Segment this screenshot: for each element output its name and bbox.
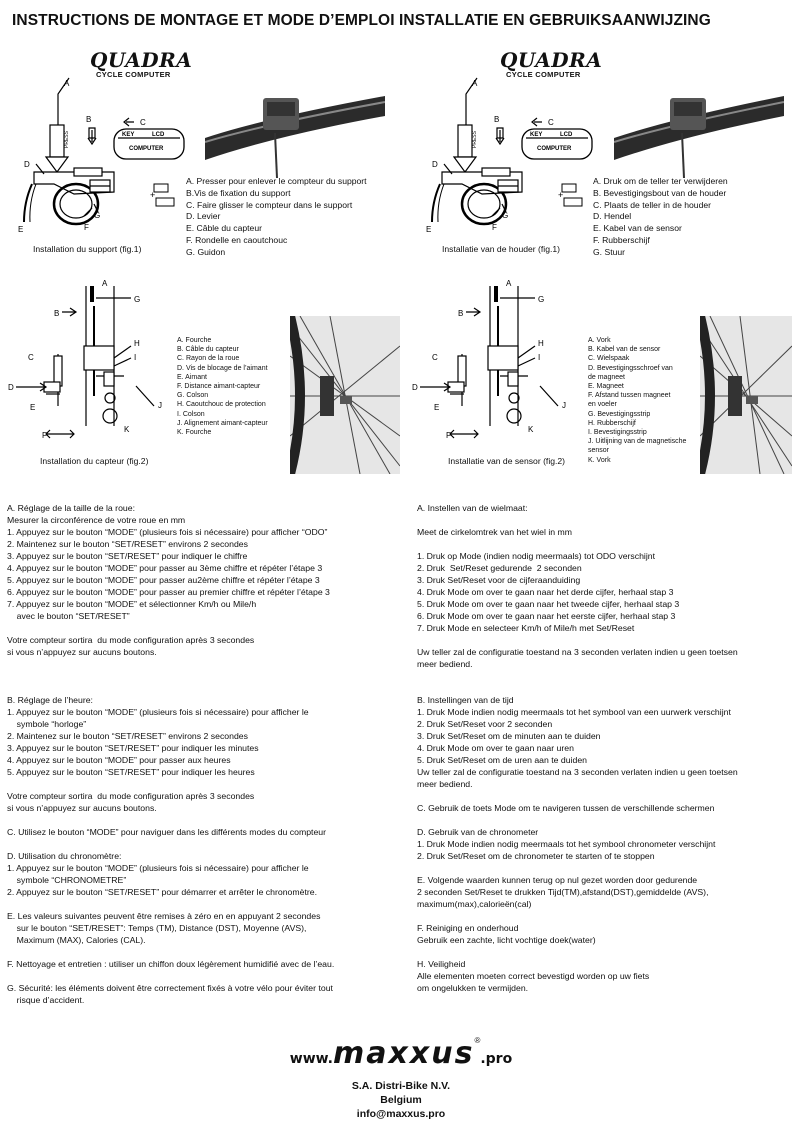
fig1-photo	[205, 78, 385, 178]
instruction-line: H. Veiligheid	[417, 959, 466, 969]
label-b: B	[458, 309, 464, 318]
instruction-line	[417, 538, 738, 550]
label-f: F	[42, 431, 47, 440]
label-d: D	[8, 383, 14, 392]
instruction-line	[417, 670, 738, 682]
instruction-line	[417, 634, 738, 646]
label-a: A	[102, 279, 108, 288]
device-press: PRESS	[472, 131, 478, 148]
instruction-line: Votre compteur sortira du mode configuration après 3 secondes	[7, 635, 255, 645]
instruction-line: A. Réglage de la taille de la roue:	[7, 503, 135, 513]
instruction-line: Votre compteur sortira du mode configuration après 3 secondes	[7, 791, 255, 801]
instruction-line: risque d’accident.	[7, 995, 85, 1005]
instruction-line: B. Instellingen van de tijd	[417, 695, 514, 705]
fig2-photo	[290, 316, 400, 474]
instruction-line: G. Sécurité: les éléments doivent être correctement fixés à votre vélo pour éviter tout	[7, 983, 333, 993]
legend-item: A. Vork	[588, 337, 611, 344]
fig1-photo-nl	[614, 78, 784, 178]
label-i: I	[134, 353, 137, 362]
instruction-line	[7, 838, 334, 850]
instruction-line	[7, 970, 334, 982]
logo-brand: QUADRA	[90, 48, 193, 72]
label-a: A	[472, 79, 478, 88]
instruction-line	[7, 778, 334, 790]
instruction-line: si vous n’appuyez sur aucuns boutons.	[7, 803, 157, 813]
instruction-line: D. Utilisation du chronomètre:	[7, 851, 122, 861]
fig2-caption-fr: Installation du capteur (fig.2)	[40, 456, 149, 466]
fig2-sensor-diagram-nl	[410, 276, 580, 446]
instruction-line: 1. Druk Mode indien nodig meermaals tot het symbool van een uurwerk verschijnt	[417, 707, 731, 717]
instruction-line: avec le bouton “SET/RESET”	[7, 611, 130, 621]
instruction-line: meer bediend.	[417, 779, 473, 789]
instruction-line: 3. Appuyez sur le bouton “SET/RESET” pour indiquer les minutes	[7, 743, 259, 753]
logo-sub: CYCLE COMPUTER	[96, 70, 171, 79]
instruction-line	[7, 898, 334, 910]
footer-country: Belgium	[380, 1094, 422, 1106]
device-lcd: LCD	[560, 132, 573, 138]
logo-maxxus: maxxus	[333, 1036, 475, 1071]
legend-item: sensor	[588, 447, 610, 455]
legend-item: F. Rubberschijf	[593, 234, 650, 245]
label-e: E	[434, 403, 440, 412]
instruction-line: Mesurer la circonférence de votre roue en mm	[7, 515, 186, 525]
instruction-line: A. Instellen van de wielmaat:	[417, 503, 528, 513]
instruction-line: 2. Maintenez sur le bouton “SET/RESET” environs 2 secondes	[7, 539, 248, 549]
instruction-line	[7, 946, 334, 958]
instruction-line: E. Volgende waarden kunnen terug op nul gezet worden door gedurende	[417, 875, 698, 885]
legend-item: D. Vis de blocage de l’aimant	[177, 364, 268, 372]
legend-item: A. Fourche	[177, 337, 212, 344]
instruction-line: 2. Druk Set/Reset gedurende 2 seconden	[417, 563, 582, 573]
logo-tld: .pro	[480, 1051, 513, 1067]
legend-item: E. Magneet	[588, 383, 624, 391]
instruction-line	[7, 670, 334, 682]
legend-item: B.Vis de fixation du support	[186, 187, 291, 198]
instruction-line: maximum(max),calorieën(cal)	[417, 899, 532, 909]
instruction-line: si vous n’appuyez sur aucuns boutons.	[7, 647, 157, 657]
label-d: D	[24, 160, 30, 169]
device-lcd: LCD	[152, 132, 165, 138]
legend-item: G. Colson	[177, 392, 209, 400]
label-d: D	[412, 383, 418, 392]
legend-item: B. Kabel van de sensor	[588, 346, 661, 354]
label-c: C	[548, 118, 554, 127]
label-e: E	[426, 225, 432, 234]
label-d: D	[432, 160, 438, 169]
logo-sub: CYCLE COMPUTER	[506, 70, 581, 79]
label-f: F	[446, 431, 451, 440]
instruction-line: Uw teller zal de configuratie toestand na 3 seconden verlaten indien u geen toetsen	[417, 767, 738, 777]
instruction-line	[417, 682, 738, 694]
label-c: C	[432, 353, 438, 362]
legend-item: G. Bevestigingsstrip	[588, 410, 651, 418]
instructions-fr	[7, 502, 334, 1006]
instruction-line	[417, 910, 738, 922]
label-j: J	[562, 401, 566, 410]
instruction-line: symbole “CHRONOMETRE”	[7, 875, 127, 885]
legend-item: F. Distance aimant-capteur	[177, 383, 261, 391]
plus-icon: +	[558, 190, 564, 200]
legend-item: F. Afstand tussen magneet	[588, 392, 671, 400]
label-c: C	[28, 353, 34, 362]
legend-item: D. Bevestigingsschroef van	[588, 364, 673, 372]
instruction-line: 7. Druk Mode en selecteer Km/h of Mile/h met Set/Reset	[417, 623, 635, 633]
legend-item: H. Rubberschijf	[588, 419, 636, 427]
label-f: F	[492, 223, 497, 232]
instruction-line: F. Reiniging en onderhoud	[417, 923, 519, 933]
legend-item: I. Colson	[177, 410, 205, 418]
instruction-line: 1. Appuyez sur le bouton “MODE” (plusieurs fois si nécessaire) pour afficher “ODO”	[7, 527, 328, 537]
legend-item: K. Fourche	[177, 429, 212, 437]
instruction-line: 1. Druk Mode indien nodig meermaals tot het symbool chronometer verschijnt	[417, 839, 716, 849]
fig2-legend-nl	[588, 336, 686, 465]
label-k: K	[124, 425, 130, 434]
instruction-line	[7, 682, 334, 694]
legend-item: I. Bevestigingsstrip	[588, 429, 647, 437]
instruction-line: B. Réglage de l’heure:	[7, 695, 93, 705]
instruction-line: 4. Appuyez sur le bouton “MODE” pour passer aux heures	[7, 755, 231, 765]
instruction-line: 3. Druk Set/Reset om de minuten aan te duiden	[417, 731, 601, 741]
label-k: K	[528, 425, 534, 434]
label-f: F	[84, 223, 89, 232]
fig1-caption-nl: Installatie van de houder (fig.1)	[442, 244, 560, 254]
device-computer: COMPUTER	[129, 146, 164, 152]
fig1-legend-fr	[186, 176, 367, 259]
instruction-line: 6. Appuyez sur le bouton “MODE” pour passer au premier chiffre et répéter l’étape 3	[7, 587, 330, 597]
instruction-line: 4. Appuyez sur le bouton “MODE” pour passer au 3ème chiffre et répéter l’étape 3	[7, 563, 323, 573]
legend-item: C. Faire glisser le compteur dans le support	[186, 199, 353, 210]
instruction-line	[417, 790, 738, 802]
instruction-line: 2. Druk Set/Reset om de chronometer te starten of te stoppen	[417, 851, 655, 861]
instruction-line: 2. Maintenez sur le bouton “SET/RESET” environs 2 secondes	[7, 731, 248, 741]
instruction-line: 6. Druk Mode om over te gaan naar het eerste cijfer, herhaal stap 3	[417, 611, 676, 621]
label-g: G	[502, 211, 509, 220]
instruction-line: om ongelukken te vermijden.	[417, 983, 529, 993]
instruction-line: 5. Druk Mode om over te gaan naar het tweede cijfer, herhaal stap 3	[417, 599, 680, 609]
legend-item: K. Vork	[588, 456, 611, 464]
instruction-line	[7, 658, 334, 670]
instruction-line: sur le bouton “SET/RESET”: Temps (TM), Distance (DST), Moyenne (AVS),	[7, 923, 307, 933]
instruction-line	[7, 814, 334, 826]
fig1-mount-diagram	[14, 72, 204, 237]
fig2-sensor-diagram	[6, 276, 176, 446]
device-press: PRESS	[64, 131, 70, 148]
page-title: INSTRUCTIONS DE MONTAGE ET MODE D’EMPLOI INSTALLATIE EN GEBRUIKSAANWIJZING	[12, 12, 711, 29]
fig1-legend-nl	[593, 176, 728, 259]
device-key: KEY	[122, 132, 135, 138]
instruction-line: 2 seconden Set/Reset te drukken Tijd(TM),afstand(DST),gemiddelde (AVS),	[417, 887, 709, 897]
instruction-line: E. Les valeurs suivantes peuvent être remises à zéro en en appuyant 2 secondes	[7, 911, 321, 921]
device-key: KEY	[530, 132, 543, 138]
instruction-line	[417, 946, 738, 958]
instruction-line: Gebruik een zachte, licht vochtige doek(water)	[417, 935, 596, 945]
label-a: A	[506, 279, 512, 288]
legend-item: en voeler	[588, 401, 617, 409]
legend-item: G. Stuur	[593, 246, 625, 257]
instruction-line	[417, 814, 738, 826]
logo-www: www.	[289, 1051, 334, 1067]
instruction-line: 2. Druk Set/Reset voor 2 seconden	[417, 719, 553, 729]
instruction-line: F. Nettoyage et entretien : utiliser un chiffon doux légèrement humidifié avec de l’eau.	[7, 959, 335, 969]
instruction-line: 2. Appuyez sur le bouton “SET/RESET” pour démarrer et arrêter le chronomètre.	[7, 887, 317, 897]
label-b: B	[54, 309, 60, 318]
instruction-line: Uw teller zal de configuratie toestand na 3 seconden verlaten indien u geen toetsen	[417, 647, 738, 657]
instructions-nl	[417, 502, 738, 994]
label-g: G	[538, 295, 545, 304]
legend-item: J. Alignement aimant-capteur	[177, 419, 268, 427]
logo-brand: QUADRA	[500, 48, 603, 72]
instruction-line: 5. Appuyez sur le bouton “MODE” pour passer au2ème chiffre et répéter l’étape 3	[7, 575, 320, 585]
instruction-line: 1. Appuyez sur le bouton “MODE” (plusieurs fois si nécessaire) pour afficher le	[7, 707, 309, 717]
device-computer: COMPUTER	[537, 146, 572, 152]
label-g: G	[134, 295, 141, 304]
fig1-caption-fr: Installation du support (fig.1)	[33, 244, 142, 254]
instruction-line: C. Utilisez le bouton “MODE” pour naviguer dans les différents modes du compteur	[7, 827, 327, 837]
legend-item: A. Druk om de teller ter verwijderen	[593, 176, 728, 186]
instruction-line	[417, 862, 738, 874]
label-a: A	[64, 79, 70, 88]
legend-item: F. Rondelle en caoutchouc	[186, 234, 288, 245]
legend-item: de magneet	[588, 373, 625, 381]
legend-item: E. Kabel van de sensor	[593, 223, 682, 234]
legend-item: C. Plaats de teller in de houder	[593, 199, 711, 210]
legend-item: G. Guidon	[186, 246, 226, 257]
fig2-photo-nl	[700, 316, 792, 474]
logo-reg: ®	[474, 1036, 481, 1045]
legend-item: B. Câble du capteur	[177, 346, 239, 354]
label-g: G	[94, 211, 101, 220]
instruction-line: 3. Appuyez sur le bouton “SET/RESET” pour indiquer le chiffre	[7, 551, 248, 561]
instruction-line: Alle elementen moeten correct bevestigd worden op uw fiets	[417, 971, 650, 981]
instruction-line: 4. Druk Mode om over te gaan naar het derde cijfer, herhaal stap 3	[417, 587, 674, 597]
instruction-line: 3. Druk Set/Reset voor de cijferaanduiding	[417, 575, 581, 585]
label-b: B	[494, 115, 500, 124]
instruction-line: meer bediend.	[417, 659, 473, 669]
instruction-line: Maximum (MAX), Calories (CAL).	[7, 935, 146, 945]
label-j: J	[158, 401, 162, 410]
fig1-mount-diagram-nl	[422, 72, 612, 237]
instruction-line: 4. Druk Mode om over te gaan naar uren	[417, 743, 574, 753]
legend-item: C. Rayon de la roue	[177, 355, 240, 363]
instruction-line: D. Gebruik van de chronometer	[417, 827, 539, 837]
instruction-line: 1. Druk op Mode (indien nodig meermaals) tot ODO verschijnt	[417, 551, 656, 561]
instruction-line: 5. Druk Set/Reset om de uren aan te duiden	[417, 755, 587, 765]
instruction-line: Meet de cirkelomtrek van het wiel in mm	[417, 527, 572, 537]
label-h: H	[538, 339, 544, 348]
label-b: B	[86, 115, 92, 124]
label-i: I	[538, 353, 541, 362]
legend-item: E. Aimant	[177, 373, 207, 381]
label-e: E	[30, 403, 36, 412]
instruction-line	[7, 622, 334, 634]
legend-item: B. Bevestigingsbout van de houder	[593, 187, 727, 198]
legend-item: H. Caoutchouc de protection	[177, 401, 266, 409]
instruction-line: symbole “horloge”	[7, 719, 87, 729]
plus-icon: +	[150, 190, 156, 200]
legend-item: D. Hendel	[593, 211, 632, 222]
instruction-line: 5. Appuyez sur le bouton “SET/RESET” pour indiquer les heures	[7, 767, 255, 777]
footer-company: S.A. Distri-Bike N.V.	[351, 1080, 451, 1092]
legend-item: J. Uitlijning van de magnetische	[588, 438, 687, 446]
label-c: C	[140, 118, 146, 127]
fig2-caption-nl: Installatie van de sensor (fig.2)	[448, 456, 566, 466]
label-h: H	[134, 339, 140, 348]
label-e: E	[18, 225, 24, 234]
instruction-line	[417, 514, 738, 526]
legend-item: E. Câble du capteur	[186, 223, 262, 234]
instruction-line: 7. Appuyez sur le bouton “MODE” et sélectionner Km/h ou Mile/h	[7, 599, 257, 609]
legend-item: C. Wielspaak	[588, 355, 630, 363]
instruction-line: 1. Appuyez sur le bouton “MODE” (plusieurs fois si nécessaire) pour afficher le	[7, 863, 309, 873]
fig2-legend-fr	[177, 336, 268, 437]
legend-item: D. Levier	[186, 211, 221, 222]
footer-email[interactable]: info@maxxus.pro	[356, 1108, 446, 1120]
maxxus-logo	[0, 1036, 802, 1071]
legend-item: A. Presser pour enlever le compteur du support	[186, 176, 367, 186]
instruction-line: C. Gebruik de toets Mode om te navigeren tussen de verschillende schermen	[417, 803, 715, 813]
